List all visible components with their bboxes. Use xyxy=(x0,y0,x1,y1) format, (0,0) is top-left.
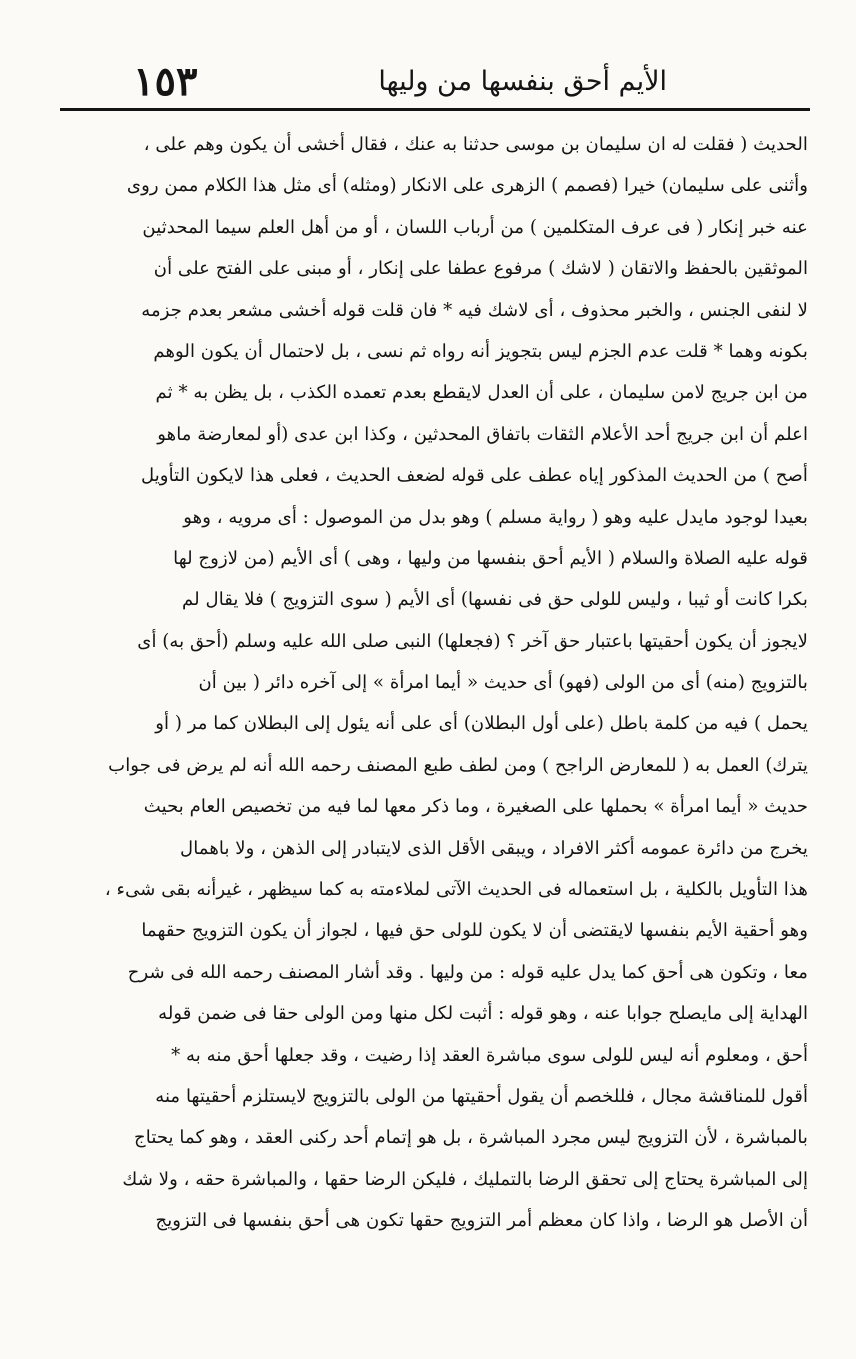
text-line: بكونه وهما * قلت عدم الجزم ليس بتجويز أنه رواه ثم نسى ، بل لاحتمال أن يكون الوهم xyxy=(153,340,808,362)
text-line: لا لنفى الجنس ، والخبر محذوف ، أى لاشك فيه * فان قلت قوله أخشى مشعر بعدم جزمه xyxy=(141,299,808,321)
text-line: وأثنى على سليمان) خيرا (فصمم ) الزهرى على الانكار (ومثله) أى مثل هذا الكلام ممن روى xyxy=(126,175,808,197)
text-line: أصح ) من الحديث المذكور إياه عطف على قوله لضعف الحديث ، فعلى هذا لايكون التأويل xyxy=(140,465,808,487)
text-line: بعيدا لوجود مايدل عليه وهو ( رواية مسلم ) وهو بدل من الموصول : أى مرويه ، وهو xyxy=(183,506,808,528)
text-line: الموثقين بالحفظ والاتقان ( لاشك ) مرفوع عطفا على إنكار ، أو مبنى على الفتح على أن xyxy=(153,258,808,280)
text-line: يحمل ) فيه من كلمة باطل (على أول البطلان) أى على أنه يئول إلى البطلان كما مر ( أو xyxy=(155,713,808,735)
text-line: بالتزويج (منه) أى من الولى (فهو) أى حديث « أيما امرأة » إلى آخره دائر ( بين أن xyxy=(198,672,808,694)
text-line: عنه خبر إنكار ( فى عرف المتكلمين ) من أرباب اللسان ، أو من أهل العلم سيما المحدثين xyxy=(142,216,808,238)
text-line: أقول للمناقشة مجال ، فللخصم أن يقول أحقيتها من الولى بالتزويج لايستلزم أحقيتها منه xyxy=(155,1085,808,1107)
page-header xyxy=(95,60,807,112)
header-rule xyxy=(60,108,810,111)
text-line: إلى المباشرة يحتاج إلى تحقق الرضا بالتمليك ، فليكن الرضا حقها ، والمباشرة حقه ، ولا شك xyxy=(122,1168,808,1190)
text-line: من ابن جريج لامن سليمان ، على أن العدل لايقطع بعدم تعمده الكذب ، بل يظن به * ثم xyxy=(155,382,808,404)
text-line: معا ، وتكون هى أحق كما يدل عليه قوله : من وليها . وقد أشار المصنف رحمه الله فى شرح xyxy=(127,961,808,983)
text-line: وهو أحقية الأيم بنفسها لايقتضى أن لا يكون للولى حق فيها ، لجواز أن يكون التزويج حقهما xyxy=(141,920,808,942)
text-line: أحق ، ومعلوم أنه ليس للولى سوى مباشرة العقد إذا رضيت ، وقد جعلها أحق منه به * xyxy=(171,1044,808,1066)
text-line: أن الأصل هو الرضا ، واذا كان معظم أمر التزويج حقها تكون هى أحق بنفسها فى التزويج xyxy=(155,1210,808,1232)
text-line: يترك) العمل به ( للمعارض الراجح ) ومن لطف طبع المصنف رحمه الله أنه لم يرض فى جواب xyxy=(108,754,808,776)
running-title: الأيم أحق بنفسها من وليها xyxy=(378,66,667,97)
text-line: هذا التأويل بالكلية ، بل استعماله فى الحديث الآتى لملاءمته به كما سيظهر ، غيرأنه بقى شىء ، xyxy=(104,879,808,901)
text-line: الحديث ( فقلت له ان سليمان بن موسى حدثنا به عنك ، فقال أخشى أن يكون وهم على ، xyxy=(143,134,808,155)
text-line: بكرا كانت أو ثيبا ، وليس للولى حق فى نفسها) أى الأيم ( سوى التزويج ) فلا يقال لم xyxy=(182,589,808,611)
body-text xyxy=(62,124,808,1242)
text-line: قوله عليه الصلاة والسلام ( الأيم أحق بنفسها من وليها ، وهى ) أى الأيم (من لازوج لها xyxy=(173,547,808,569)
text-line: اعلم أن ابن جريج أحد الأعلام الثقات باتفاق المحدثين ، وكذا ابن عدى (أو لمعارضة ماهو xyxy=(157,423,808,445)
text-line: يخرج من دائرة عمومه أكثر الافراد ، ويبقى الأقل الذى لايتبادر إلى الذهن ، ولا باهمال xyxy=(180,837,808,859)
text-line: بالمباشرة ، لأن التزويج ليس مجرد المباشرة ، بل هو إتمام أحد ركنى العقد ، وهو كما يحتاج xyxy=(134,1127,808,1149)
text-line: حديث « أيما امرأة » بحملها على الصغيرة ، وما ذكر معها لما فيه من تخصيص العام بحيث xyxy=(143,796,808,818)
page-number: ١٥٣ xyxy=(133,58,198,105)
text-line: لايجوز أن يكون أحقيتها باعتبار حق آخر ؟ (فجعلها) النبى صلى الله عليه وسلم (أحق به) أى xyxy=(137,630,808,652)
text-line: الهداية إلى مايصلح جوابا عنه ، وهو قوله : أثبت لكل منها ومن الولى حقا فى ضمن قوله xyxy=(158,1003,808,1025)
